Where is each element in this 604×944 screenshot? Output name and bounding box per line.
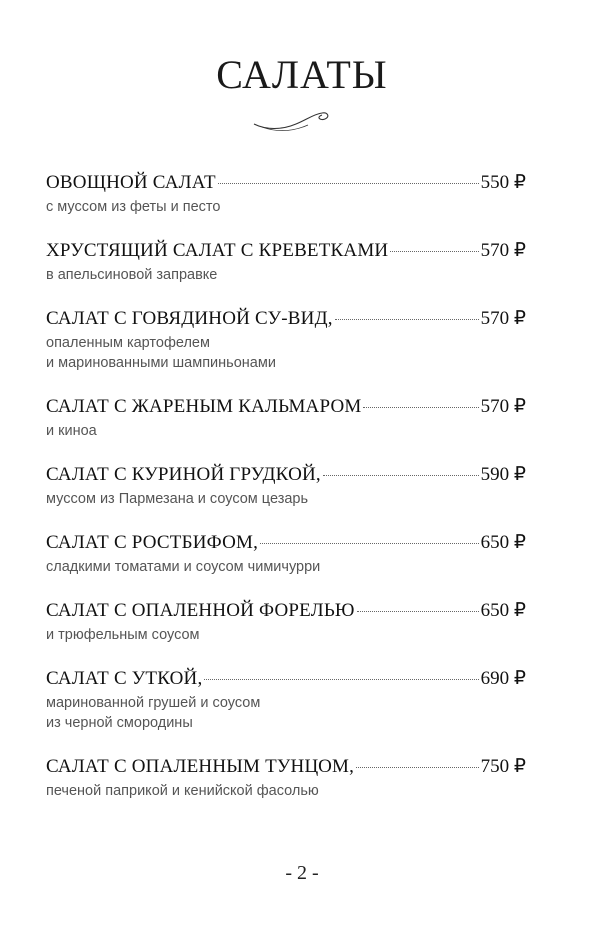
dish-price: 570 ₽ (480, 308, 526, 329)
dish-description: и киноа (46, 423, 97, 439)
dish-description: сладкими томатами и соусом чимичурри (46, 559, 321, 575)
page-number: - 2 - (285, 862, 319, 884)
dish-description: в апельсиновой заправке (46, 267, 218, 283)
dish-price: 650 ₽ (480, 532, 526, 553)
menu-item-line (46, 599, 526, 625)
menu-item-line (46, 531, 526, 557)
dish-price: 690 ₽ (480, 668, 526, 689)
dish-name: САЛАТ С ОПАЛЕННОЙ ФОРЕЛЬЮ (46, 600, 355, 621)
menu-item-line (46, 395, 526, 421)
dot-leader (260, 543, 479, 544)
menu-item-line (46, 755, 526, 781)
dish-name: ОВОЩНОЙ САЛАТ (46, 172, 216, 193)
dot-leader (323, 475, 479, 476)
menu-item (46, 755, 526, 801)
dot-leader (218, 183, 479, 184)
dish-name: САЛАТ С УТКОЙ, (46, 668, 203, 689)
dot-leader (363, 407, 478, 408)
dot-leader (335, 319, 479, 320)
dot-leader (356, 767, 479, 768)
dish-name: САЛАТ С ОПАЛЕННЫМ ТУНЦОМ, (46, 756, 355, 777)
dish-price: 750 ₽ (480, 756, 526, 777)
dish-price: 550 ₽ (480, 172, 526, 193)
dish-price: 650 ₽ (480, 600, 526, 621)
flourish-ornament-icon (252, 108, 332, 134)
menu-item-line (46, 239, 526, 265)
page-title: САЛАТЫ (216, 52, 388, 97)
menu-item-line (46, 171, 526, 197)
menu-item (46, 531, 526, 577)
dish-price: 570 ₽ (480, 396, 526, 417)
dot-leader (390, 251, 478, 252)
dish-description: с муссом из феты и песто (46, 199, 221, 215)
menu-list (46, 171, 526, 823)
dish-description: маринованной грушей и соусом (46, 695, 261, 711)
menu-item (46, 239, 526, 285)
dish-price: 590 ₽ (480, 464, 526, 485)
menu-item (46, 307, 526, 373)
dish-name: САЛАТ С КУРИНОЙ ГРУДКОЙ, (46, 464, 321, 485)
dish-description: и трюфельным соусом (46, 627, 200, 643)
dish-price: 570 ₽ (480, 240, 526, 261)
dish-description: и маринованными шампиньонами (46, 355, 276, 371)
dot-leader (357, 611, 479, 612)
menu-item (46, 599, 526, 645)
menu-item-line (46, 667, 526, 693)
menu-item-line (46, 307, 526, 333)
menu-item (46, 171, 526, 217)
dish-name: САЛАТ С ЖАРЕНЫМ КАЛЬМАРОМ (46, 396, 362, 417)
dish-description: печеной паприкой и кенийской фасолью (46, 783, 319, 799)
menu-item (46, 463, 526, 509)
menu-item (46, 395, 526, 441)
menu-item (46, 667, 526, 733)
dish-name: ХРУСТЯЩИЙ САЛАТ С КРЕВЕТКАМИ (46, 240, 389, 261)
menu-item-line (46, 463, 526, 489)
dot-leader (204, 679, 478, 680)
dish-description: муссом из Пармезана и соусом цезарь (46, 491, 309, 507)
dish-name: САЛАТ С ГОВЯДИНОЙ СУ-ВИД, (46, 308, 333, 329)
dish-name: САЛАТ С РОСТБИФОМ, (46, 532, 259, 553)
dish-description: из черной смородины (46, 715, 193, 731)
dish-description: опаленным картофелем (46, 335, 210, 351)
